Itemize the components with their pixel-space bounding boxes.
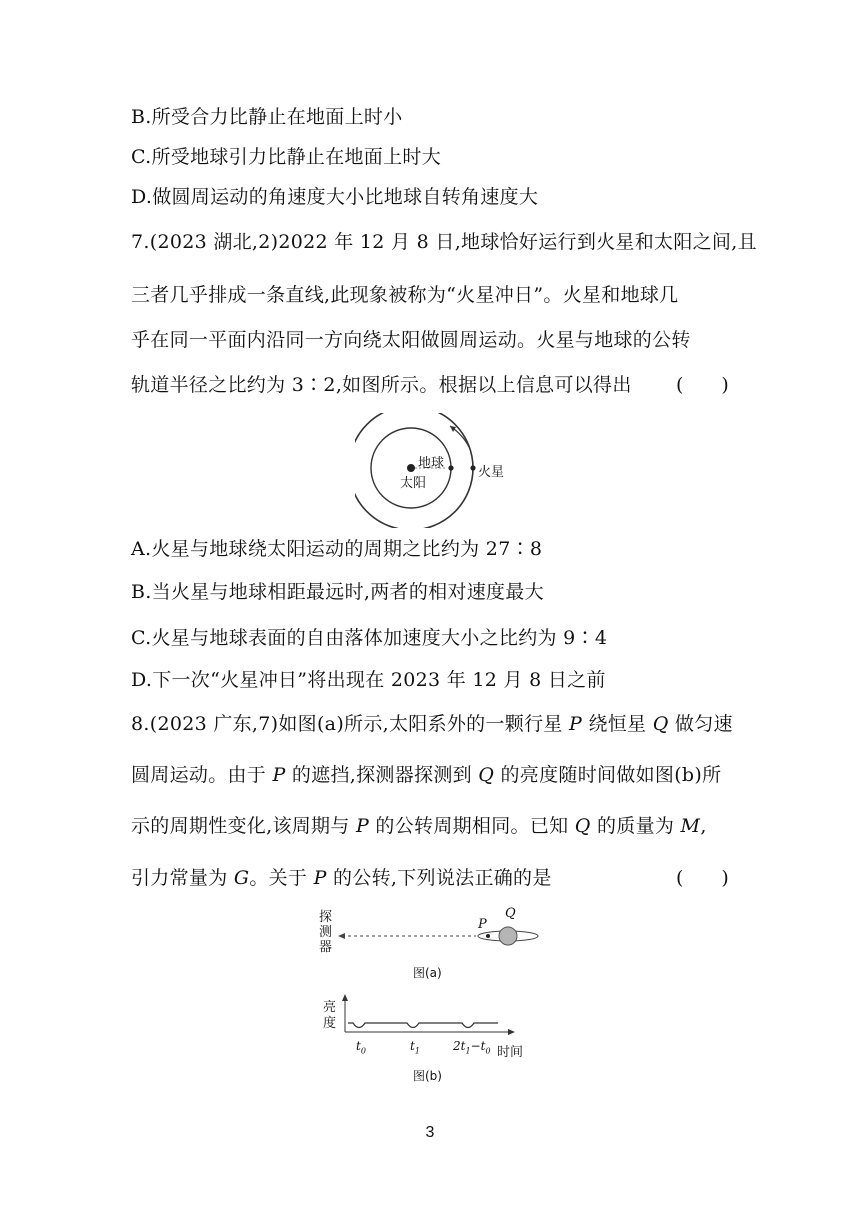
figure-b-caption: 图(b) xyxy=(413,1069,442,1083)
brightness-axis-label: 亮 度 xyxy=(323,1000,337,1031)
sun-label: 太阳 xyxy=(400,476,427,491)
q7-stem-line4: 轨道半径之比约为 3∶2,如图所示。根据以上信息可以得出 xyxy=(131,374,632,396)
q7-stem-line2: 三者几乎排成一条直线,此现象被称为“火星冲日”。火星和地球几 xyxy=(131,284,679,306)
q7-answer-paren: ( ) xyxy=(676,374,729,396)
q7-option-d: D.下一次“火星冲日”将出现在 2023 年 12 月 8 日之前 xyxy=(131,669,606,691)
page-number: 3 xyxy=(425,1124,435,1141)
q8-stem-line3: 示的周期性变化,该周期与 P 的公转周期相同。已知 Q 的质量为 M, xyxy=(131,815,707,837)
sun-dot xyxy=(407,464,415,472)
label-p: P xyxy=(478,917,487,932)
arrow-head xyxy=(450,426,456,432)
q6-option-c: C.所受地球引力比静止在地面上时大 xyxy=(131,146,442,168)
time-axis-label: 时间 xyxy=(497,1045,524,1060)
line-of-sight-arrow xyxy=(338,933,345,939)
q7-stem-line3: 乎在同一平面内沿同一方向绕太阳做圆周运动。火星与地球的公转 xyxy=(131,329,691,351)
mars-label: 火星 xyxy=(478,465,505,480)
detector-label: 探 测 器 xyxy=(319,910,333,955)
mars-dot xyxy=(470,465,475,470)
tick-2t1-t0: $2t_1-t_0$ xyxy=(453,1039,491,1056)
star-q xyxy=(499,927,517,945)
figure-a-caption: 图(a) xyxy=(413,966,442,980)
q7-option-b: B.当火星与地球相距最远时,两者的相对速度最大 xyxy=(131,581,544,603)
q8-stem-line4: 引力常量为 G。关于 P 的公转,下列说法正确的是 xyxy=(131,867,552,889)
earth-label: 地球 xyxy=(418,456,445,471)
tick-t1: $t_1$ xyxy=(410,1039,420,1056)
tick-t0: $t_0$ xyxy=(356,1039,366,1056)
q8-stem-line1: 8.(2023 广东,7)如图(a)所示,太阳系外的一颗行星 P 绕恒星 Q 做匀速 xyxy=(131,713,733,735)
q7-option-a: A.火星与地球绕太阳运动的周期之比约为 27∶8 xyxy=(131,538,543,560)
figure-b-graph xyxy=(340,994,530,1042)
q6-option-b: B.所受合力比静止在地面上时小 xyxy=(131,106,403,128)
q8-stem-line2: 圆周运动。由于 P 的遮挡,探测器探测到 Q 的亮度随时间做如图(b)所 xyxy=(131,764,722,786)
y-axis-arrow xyxy=(342,994,348,1001)
brightness-curve xyxy=(348,1023,498,1028)
x-axis-arrow xyxy=(508,1029,515,1035)
label-q: Q xyxy=(505,906,516,921)
earth-dot xyxy=(448,465,453,470)
q6-option-d: D.做圆周运动的角速度大小比地球自转角速度大 xyxy=(131,186,539,208)
q7-option-c: C.火星与地球表面的自由落体加速度大小之比约为 9∶4 xyxy=(131,627,608,649)
planet-p xyxy=(486,934,490,938)
q8-answer-paren: ( ) xyxy=(676,867,729,889)
q7-stem-line1: 7.(2023 湖北,2)2022 年 12 月 8 日,地球恰好运行到火星和太阳之间,且 xyxy=(131,231,757,253)
